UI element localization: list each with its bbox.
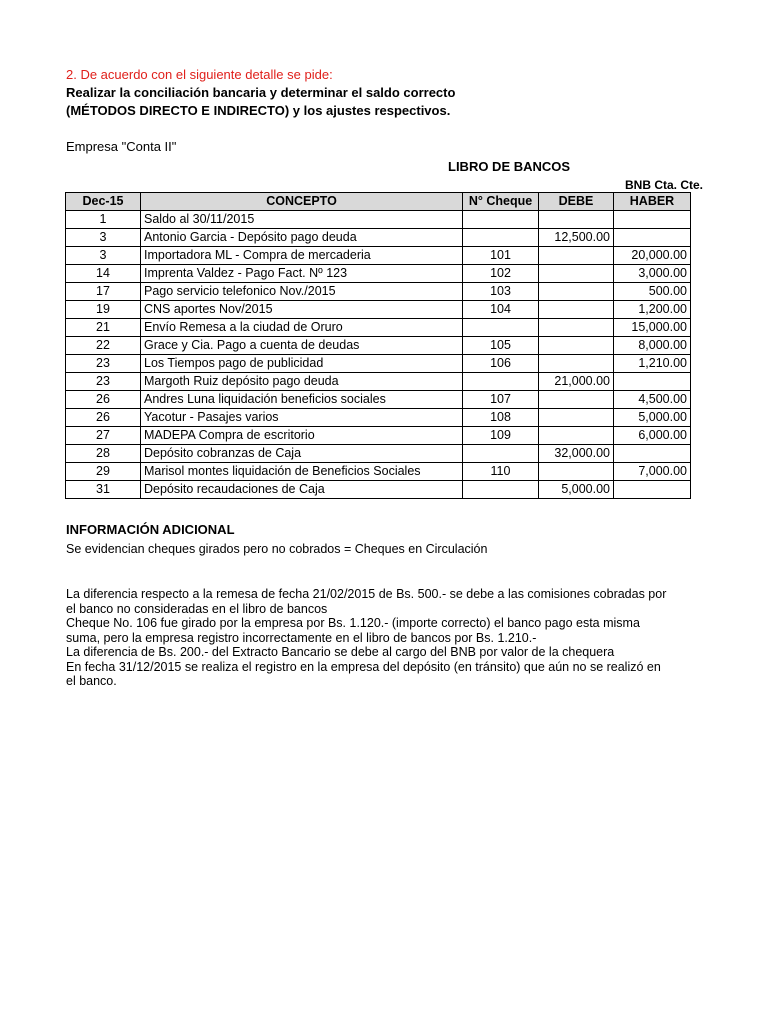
cell-date: 27 — [66, 427, 141, 445]
note-line: suma, pero la empresa registro incorrectamente en el libro de bancos por Bs. 1.210.- — [66, 630, 537, 645]
note-line: La diferencia de Bs. 200.- del Extracto Bancario se debe al cargo del BNB por valor de la chequera — [66, 645, 615, 659]
cell-date: 23 — [66, 355, 141, 373]
cell-date: 17 — [66, 283, 141, 301]
cell-haber — [614, 373, 691, 391]
cell-debe — [539, 463, 614, 481]
cell-date: 26 — [66, 409, 141, 427]
cell-cheque: 107 — [463, 391, 539, 409]
cell-haber — [614, 229, 691, 247]
cell-haber — [614, 211, 691, 229]
table-row — [66, 337, 691, 355]
column-header-cheque: N° Cheque — [463, 193, 539, 211]
cell-concept: Marisol montes liquidación de Beneficios Sociales — [141, 463, 463, 481]
cell-debe — [539, 265, 614, 283]
note-line: La diferencia respecto a la remesa de fecha 21/02/2015 de Bs. 500.- se debe a las comisiones cobradas por — [66, 587, 667, 601]
cell-cheque: 102 — [463, 265, 539, 283]
cell-concept: MADEPA Compra de escritorio — [141, 427, 463, 445]
account-label: BNB Cta. Cte. — [625, 178, 704, 192]
cell-date: 28 — [66, 445, 141, 463]
cell-date: 26 — [66, 391, 141, 409]
cell-date: 19 — [66, 301, 141, 319]
table-row — [66, 283, 691, 301]
column-header-haber: HABER — [614, 193, 691, 211]
cell-haber: 8,000.00 — [614, 337, 691, 355]
cell-cheque: 108 — [463, 409, 539, 427]
cell-date: 22 — [66, 337, 141, 355]
additional-notes — [66, 587, 666, 689]
table-row — [66, 265, 691, 283]
cell-cheque — [463, 445, 539, 463]
cell-cheque: 109 — [463, 427, 539, 445]
table-row — [66, 355, 691, 373]
additional-info-subtitle: Se evidencian cheques girados pero no cobrados = Cheques en Circulación — [66, 542, 488, 556]
cell-concept: Depósito cobranzas de Caja — [141, 445, 463, 463]
cell-debe — [539, 427, 614, 445]
cell-date: 29 — [66, 463, 141, 481]
cell-debe — [539, 337, 614, 355]
cell-cheque — [463, 481, 539, 499]
table-row — [66, 319, 691, 337]
cell-concept: Antonio Garcia - Depósito pago deuda — [141, 229, 463, 247]
column-header-concept: CONCEPTO — [141, 193, 463, 211]
bank-ledger-table — [65, 192, 691, 499]
cell-debe — [539, 301, 614, 319]
table-row — [66, 211, 691, 229]
cell-concept: Importadora ML - Compra de mercaderia — [141, 247, 463, 265]
table-row — [66, 229, 691, 247]
cell-cheque: 105 — [463, 337, 539, 355]
table-row — [66, 373, 691, 391]
cell-haber: 3,000.00 — [614, 265, 691, 283]
cell-cheque: 101 — [463, 247, 539, 265]
cell-cheque: 103 — [463, 283, 539, 301]
cell-haber: 7,000.00 — [614, 463, 691, 481]
additional-info-title: INFORMACIÓN ADICIONAL — [66, 522, 235, 537]
table-row — [66, 445, 691, 463]
cell-concept: Grace y Cia. Pago a cuenta de deudas — [141, 337, 463, 355]
task-instruction-line-2: (MÉTODOS DIRECTO E INDIRECTO) y los ajustes respectivos. — [66, 103, 451, 118]
book-title: LIBRO DE BANCOS — [448, 159, 571, 174]
cell-haber: 500.00 — [614, 283, 691, 301]
cell-debe: 12,500.00 — [539, 229, 614, 247]
table-row — [66, 409, 691, 427]
cell-concept: Andres Luna liquidación beneficios sociales — [141, 391, 463, 409]
cell-debe — [539, 391, 614, 409]
cell-concept: Depósito recaudaciones de Caja — [141, 481, 463, 499]
cell-debe — [539, 355, 614, 373]
cell-debe — [539, 409, 614, 427]
cell-cheque: 110 — [463, 463, 539, 481]
cell-concept: Saldo al 30/11/2015 — [141, 211, 463, 229]
task-instruction-line-1: Realizar la conciliación bancaria y determinar el saldo correcto — [66, 85, 456, 100]
cell-concept: Imprenta Valdez - Pago Fact. Nº 123 — [141, 265, 463, 283]
cell-cheque: 106 — [463, 355, 539, 373]
cell-haber: 20,000.00 — [614, 247, 691, 265]
cell-date: 14 — [66, 265, 141, 283]
cell-haber: 6,000.00 — [614, 427, 691, 445]
company-name: Empresa "Conta II" — [66, 139, 177, 154]
cell-cheque — [463, 211, 539, 229]
cell-concept: Pago servicio telefonico Nov./2015 — [141, 283, 463, 301]
cell-date: 1 — [66, 211, 141, 229]
cell-cheque — [463, 373, 539, 391]
column-header-debe: DEBE — [539, 193, 614, 211]
cell-haber: 1,200.00 — [614, 301, 691, 319]
cell-debe — [539, 283, 614, 301]
table-header-row — [66, 193, 691, 211]
table-row — [66, 391, 691, 409]
table-row — [66, 481, 691, 499]
note-line: Cheque No. 106 fue girado por la empresa por Bs. 1.120.- (importe correcto) el banco pago esta misma — [66, 616, 640, 630]
cell-date: 3 — [66, 229, 141, 247]
cell-cheque: 104 — [463, 301, 539, 319]
cell-debe — [539, 247, 614, 265]
cell-debe: 5,000.00 — [539, 481, 614, 499]
cell-haber: 1,210.00 — [614, 355, 691, 373]
note-line: el banco. — [66, 674, 117, 688]
cell-concept: Envío Remesa a la ciudad de Oruro — [141, 319, 463, 337]
cell-concept: CNS aportes Nov/2015 — [141, 301, 463, 319]
table-row — [66, 427, 691, 445]
cell-debe — [539, 211, 614, 229]
table-row — [66, 247, 691, 265]
cell-date: 3 — [66, 247, 141, 265]
column-header-date: Dec-15 — [66, 193, 141, 211]
cell-haber: 15,000.00 — [614, 319, 691, 337]
table-row — [66, 463, 691, 481]
cell-cheque — [463, 319, 539, 337]
cell-concept: Los Tiempos pago de publicidad — [141, 355, 463, 373]
cell-debe: 21,000.00 — [539, 373, 614, 391]
note-line: En fecha 31/12/2015 se realiza el registro en la empresa del depósito (en tránsito) que aún no se realizó en — [66, 659, 661, 674]
cell-date: 23 — [66, 373, 141, 391]
cell-date: 31 — [66, 481, 141, 499]
cell-date: 21 — [66, 319, 141, 337]
table-row — [66, 301, 691, 319]
task-heading: 2. De acuerdo con el siguiente detalle se pide: — [66, 67, 333, 82]
cell-concept: Yacotur - Pasajes varios — [141, 409, 463, 427]
cell-haber: 5,000.00 — [614, 409, 691, 427]
cell-concept: Margoth Ruiz depósito pago deuda — [141, 373, 463, 391]
cell-haber: 4,500.00 — [614, 391, 691, 409]
note-line: el banco no consideradas en el libro de bancos — [66, 601, 328, 616]
cell-haber — [614, 445, 691, 463]
cell-cheque — [463, 229, 539, 247]
cell-debe: 32,000.00 — [539, 445, 614, 463]
cell-haber — [614, 481, 691, 499]
cell-debe — [539, 319, 614, 337]
